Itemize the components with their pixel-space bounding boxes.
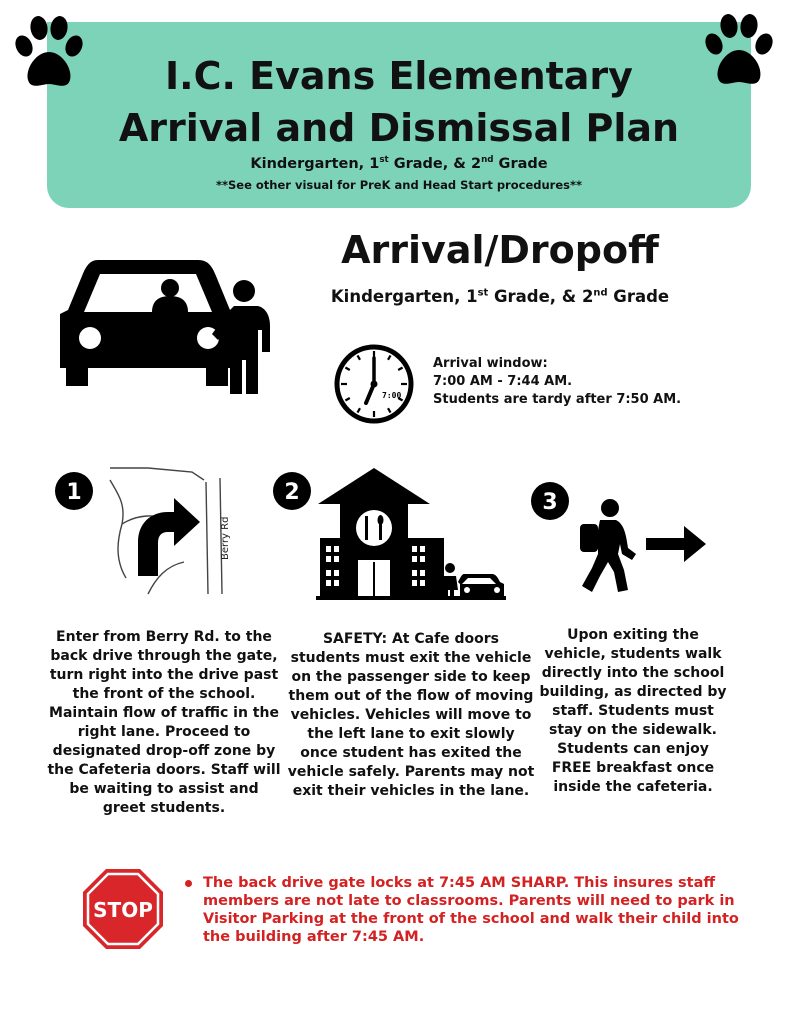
- step-2-text: SAFETY: At Cafe doors students must exit the vehicle on the passenger side to keep them out of the flow of moving vehicles. Vehicles will move to the left lane to exit slowly once student has exited the vehicle safely. Parents may not exit their vehicles in the lane.: [287, 631, 535, 799]
- title-line-2: Arrival and Dismissal Plan: [118, 106, 680, 150]
- stop-warning-text: The back drive gate locks at 7:45 AM SHARP. This insures staff members are not late to classrooms. Parents will need to park in Visitor Parking at the front of the school and walk their child into the building after 7:45 AM.: [185, 874, 765, 946]
- page-title: [47, 50, 751, 154]
- arrival-window-line-2: 7:00 AM - 7:44 AM.: [433, 374, 573, 389]
- road-label: Berry Rd: [220, 516, 231, 560]
- clock-label: 7:00: [382, 391, 402, 400]
- arrival-window-line-1: Arrival window:: [433, 356, 548, 371]
- arrival-window-line-3: Students are tardy after 7:50 AM.: [433, 392, 682, 407]
- step-1-text: Enter from Berry Rd. to the back drive through the gate, turn right into the drive past the front of the school. Maintain flow of traffic in the right lane. Proceed to designated drop-off zone by the Cafeteria doors. Staff will be waiting to assist and greet students.: [47, 629, 281, 816]
- stop-sign-icon: [82, 868, 164, 950]
- title-line-1: I.C. Evans Elementary: [165, 54, 633, 98]
- car-dropoff-icon: [60, 248, 290, 398]
- arrival-title: Arrival/Dropoff: [341, 228, 659, 272]
- clock-icon: [333, 343, 415, 425]
- step-number-2: 2: [284, 480, 300, 505]
- header-grades: Kindergarten, 1st Grade, & 2nd Grade: [250, 155, 548, 172]
- arrival-window: [433, 355, 763, 409]
- header-note: **See other visual for PreK and Head Start procedures**: [215, 178, 583, 192]
- student-walking-icon: [528, 474, 718, 598]
- right-turn-map-icon: [52, 466, 272, 596]
- stop-warning: [185, 874, 765, 946]
- school-cafe-icon: [270, 466, 510, 606]
- arrival-grades: Kindergarten, 1st Grade, & 2nd Grade: [330, 287, 670, 306]
- step-number-3: 3: [542, 490, 558, 515]
- step-number-1: 1: [66, 480, 82, 505]
- step-3-text: Upon exiting the vehicle, students walk directly into the school building, as directed by staff. Students must stay on the sidewalk. Students can enjoy FREE breakfast once inside the cafeteria.: [539, 627, 727, 795]
- stop-sign-label: STOP: [93, 898, 153, 922]
